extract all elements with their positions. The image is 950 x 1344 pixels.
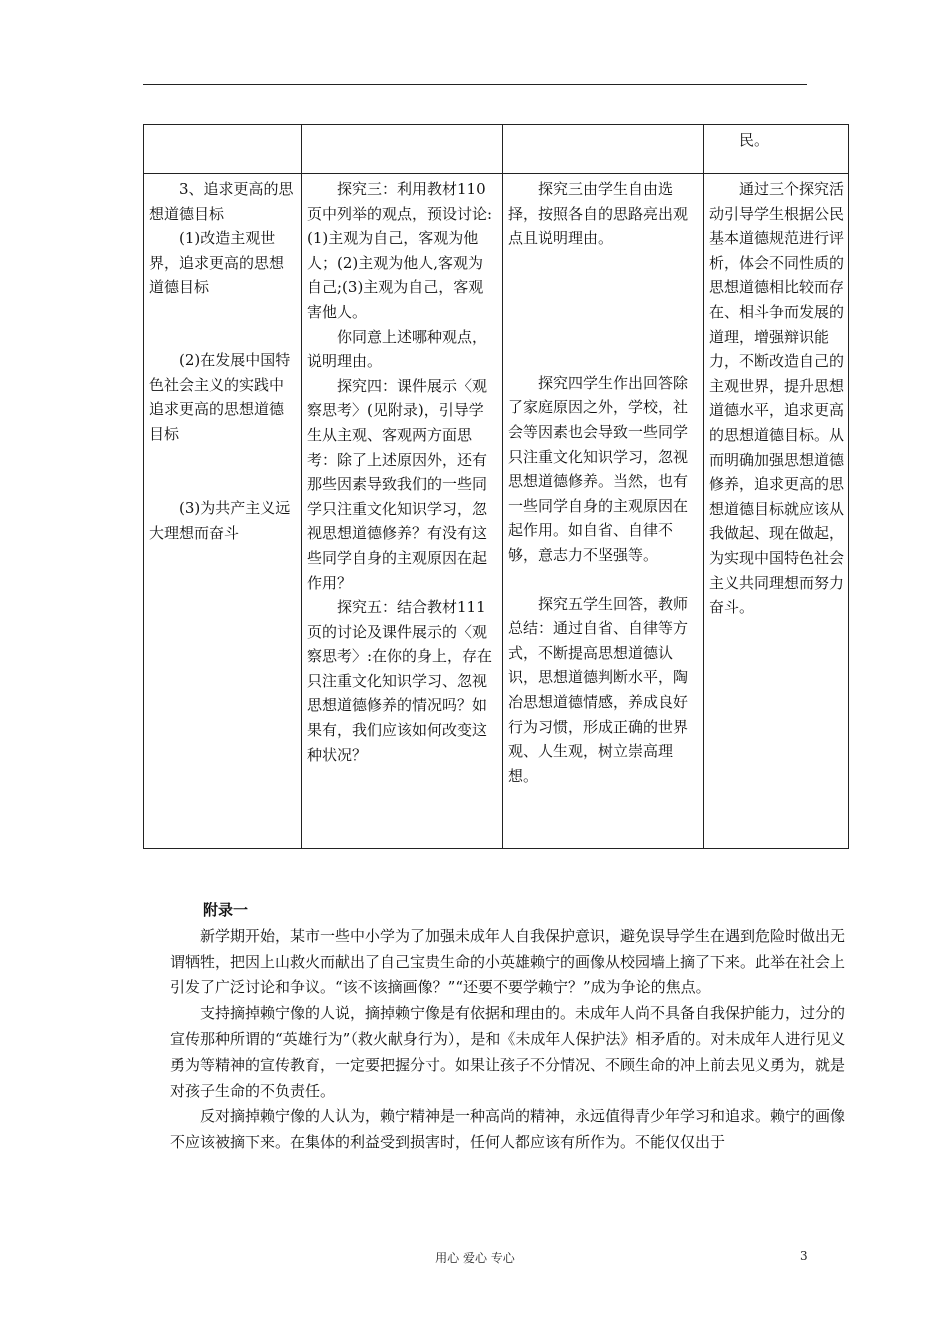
appendix-paragraph: 反对摘掉赖宁像的人认为，赖宁精神是一种高尚的精神，永远值得青少年学习和追求。赖宁的画像不应该被摘下来。在集体的利益受到损害时，任何人都应该有所作为。不能仅仅出于 <box>170 1107 846 1152</box>
outline-item: (2)在发展中国特色社会主义的实践中追求更高的思想道德目标 <box>149 350 291 443</box>
design-intent-text: 通过三个探究活动引导学生根据公民基本道德规范进行评析，体会不同性质的思想道德相比较而存在、相斗争而发展的道理，增强辩识能力，不断改造自己的主观世界，提升思想道德水平，追求更高的思想道德目标。从而明确加强思想道德修养，追求更高的思想道德目标就应该从我做起、现在做起，为实现中国特色社会主义共同理想而努力奋斗。 <box>709 180 845 617</box>
student-activity-cell <box>503 174 704 849</box>
inquiry-three-text: 探究三：利用教材110页中列举的观点，预设讨论:(1)主观为自己，客观为他人；(2)主观为他人,客观为自己;(3)主观为自己，客观害他人。 <box>307 180 493 321</box>
table-cell <box>503 125 704 174</box>
outline-item: (3)为共产主义远大理想而奋斗 <box>149 499 291 542</box>
content-outline-cell <box>144 174 302 849</box>
cell-text: 民。 <box>739 131 770 149</box>
outline-item: (1)改造主观世界，追求更高的思想道德目标 <box>149 229 285 297</box>
design-intent-cell <box>704 174 849 849</box>
inquiry-four-answer: 探究四学生作出回答除了家庭原因之外，学校，社会等因素也会导致一些同学只注重文化知识学习，忽视思想道德修养。当然，也有一些同学自身的主观原因在起作用。如自省、自律不够，意志力不坚强等。 <box>508 373 689 564</box>
table-cell <box>144 125 302 174</box>
inquiry-four-text: 探究四：课件展示〈观察思考〉(见附录)，引导学生从主观、客观两方面思考：除了上述原因外，还有那些因素导致我们的一些同学只注重文化知识学习，忽视思想道德修养？有没有这些同学自身的主观原因在起作用？ <box>307 376 488 592</box>
page-number: 3 <box>800 1249 808 1263</box>
appendix-title: 附录一 <box>203 901 249 919</box>
inquiry-five-text: 探究五：结合教材111页的讨论及课件展示的〈观察思考〉:在你的身上，存在只注重文化知识学习、忽视思想道德修养的情况吗？如果有，我们应该如何改变这种状况？ <box>307 598 493 764</box>
header-rule <box>143 84 807 85</box>
appendix-paragraph: 支持摘掉赖宁像的人说，摘掉赖宁像是有依据和理由的。未成年人尚不具备自我保护能力，过分的宣传那种所谓的“英雄行为”（救火献身行为），是和《未成年人保护法》相矛盾的。对未成年人进行见义勇为等精神的宣传教育，一定要把握分寸。如果让孩子不分情况、不顾生命的冲上前去见义勇为，就是对孩子生命的不负责任。 <box>170 1004 846 1100</box>
appendix-paragraph: 新学期开始，某市一些中小学为了加强未成年人自我保护意识，避免误导学生在遇到危险时做出无谓牺牲，把因上山救火而献出了自己宝贵生命的小英雄赖宁的画像从校园墙上摘了下来。此举在社会上引发了广泛讨论和争议。“该不该摘画像？”“还要不要学赖宁？”成为争论的焦点。 <box>170 926 846 997</box>
table-cell <box>302 125 503 174</box>
footer-motto: 用心 爱心 专心 <box>435 1251 515 1265</box>
inquiry-three-question: 你同意上述哪种观点，说明理由。 <box>307 327 488 371</box>
table-row <box>144 174 849 849</box>
inquiry-five-answer: 探究五学生回答，教师总结：通过自省、自律等方式，不断提高思想道德认识，思想道德判断水平，陶冶思想道德情感，养成良好行为习惯，形成正确的世界观、人生观，树立崇高理想。 <box>508 594 689 785</box>
inquiry-three-answer: 探究三由学生自由选择，按照各自的思路亮出观点且说明理由。 <box>508 180 689 248</box>
teacher-activity-cell <box>302 174 503 849</box>
lesson-plan-table <box>143 124 849 849</box>
table-cell <box>704 125 849 174</box>
table-row <box>144 125 849 174</box>
appendix-section <box>170 898 850 1156</box>
section-heading: 3、追求更高的思想道德目标 <box>149 180 294 223</box>
